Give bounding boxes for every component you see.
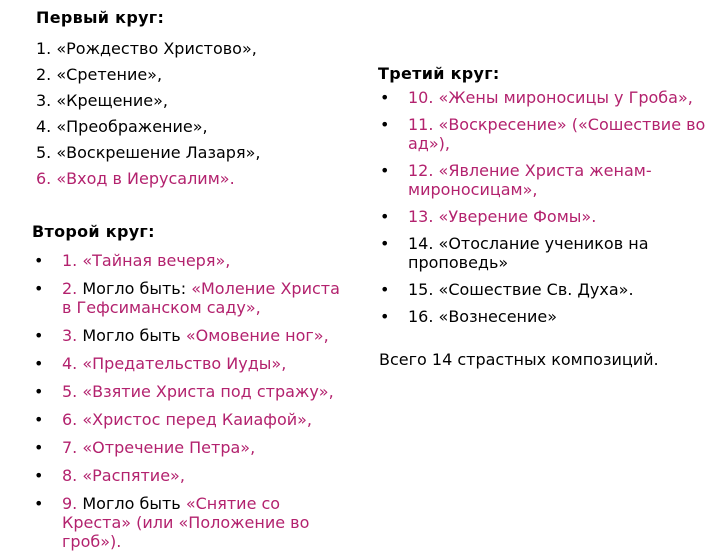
first-circle-item: 4. «Преображение», <box>36 117 208 136</box>
third-circle-section <box>378 64 708 334</box>
list-item <box>32 354 352 373</box>
item-title: «Тайная вечеря», <box>82 251 231 270</box>
item-number: 2. <box>62 279 78 298</box>
item-number: 3. <box>62 326 78 345</box>
first-circle-item: 6. «Вход в Иерусалим». <box>36 169 235 188</box>
first-circle-item: 3. «Крещение», <box>36 91 168 110</box>
list-item <box>378 161 708 199</box>
bullet-icon: • <box>380 115 390 134</box>
item-number: 7. <box>62 438 78 457</box>
item-title: «Отречение Петра», <box>82 438 256 457</box>
first-circle-item: 5. «Воскрешение Лазаря», <box>36 143 261 162</box>
bullet-icon: • <box>380 161 390 180</box>
list-item <box>32 279 352 317</box>
item-title: «Христос перед Каиафой», <box>82 410 313 429</box>
list-item <box>32 326 352 345</box>
item-prefix: Могло быть <box>82 494 181 513</box>
item-number: 6. <box>62 410 78 429</box>
bullet-icon: • <box>34 466 44 485</box>
bullet-icon: • <box>34 410 44 429</box>
list-item <box>32 410 352 429</box>
third-circle-heading: Третий круг: <box>378 64 500 83</box>
bullet-icon: • <box>34 326 44 345</box>
list-item <box>378 207 708 226</box>
item-text: 13. «Уверение Фомы». <box>408 207 597 226</box>
item-number: 1. <box>62 251 78 270</box>
item-text: 10. «Жены мироносицы у Гроба», <box>408 88 693 107</box>
list-item <box>32 251 352 270</box>
bullet-icon: • <box>34 438 44 457</box>
item-text: 15. «Сошествие Св. Духа». <box>408 280 634 299</box>
first-circle-heading: Первый круг: <box>36 8 165 27</box>
list-item <box>32 438 352 457</box>
item-title: «Моление Христа в Гефсиманском саду», <box>62 279 340 317</box>
item-title: «Предательство Иуды», <box>82 354 287 373</box>
first-circle-item: 1. «Рождество Христово», <box>36 39 257 58</box>
item-title: «Распятие», <box>82 466 185 485</box>
list-item <box>378 280 708 299</box>
item-prefix: Могло быть <box>82 326 181 345</box>
list-item <box>32 382 352 401</box>
list-item <box>32 494 352 551</box>
item-title: «Взятие Христа под стражу», <box>82 382 334 401</box>
list-item <box>378 115 708 153</box>
item-title: «Омовение ног», <box>185 326 329 345</box>
item-prefix: Могло быть: <box>82 279 187 298</box>
bullet-icon: • <box>34 382 44 401</box>
bullet-icon: • <box>380 307 390 326</box>
item-text: 14. «Отослание учеников на проповедь» <box>408 234 649 272</box>
list-item <box>378 234 708 272</box>
item-text: 16. «Вознесение» <box>408 307 558 326</box>
bullet-icon: • <box>34 354 44 373</box>
item-title: «Снятие со Креста» (или «Положение во гроб»). <box>62 494 310 551</box>
second-circle-heading: Второй круг: <box>32 222 155 241</box>
item-number: 9. <box>62 494 78 513</box>
list-item <box>32 466 352 485</box>
bullet-icon: • <box>380 234 390 253</box>
list-item <box>378 307 708 326</box>
item-text: 11. «Воскресение» («Сошествие во ад»), <box>408 115 706 153</box>
first-circle-section <box>36 8 260 192</box>
bullet-icon: • <box>380 207 390 226</box>
item-number: 5. <box>62 382 78 401</box>
bullet-icon: • <box>34 279 44 298</box>
bullet-icon: • <box>380 280 390 299</box>
item-number: 8. <box>62 466 78 485</box>
item-number: 4. <box>62 354 78 373</box>
bullet-icon: • <box>34 494 44 513</box>
first-circle-item: 2. «Сретение», <box>36 65 163 84</box>
list-item <box>378 88 708 107</box>
bullet-icon: • <box>34 251 44 270</box>
summary-text: Всего 14 страстных композиций. <box>379 350 659 369</box>
bullet-icon: • <box>380 88 390 107</box>
item-text: 12. «Явление Христа женам-мироносицам», <box>408 161 652 199</box>
second-circle-section <box>32 222 352 560</box>
third-circle-list <box>378 88 708 326</box>
second-circle-list <box>32 251 352 551</box>
